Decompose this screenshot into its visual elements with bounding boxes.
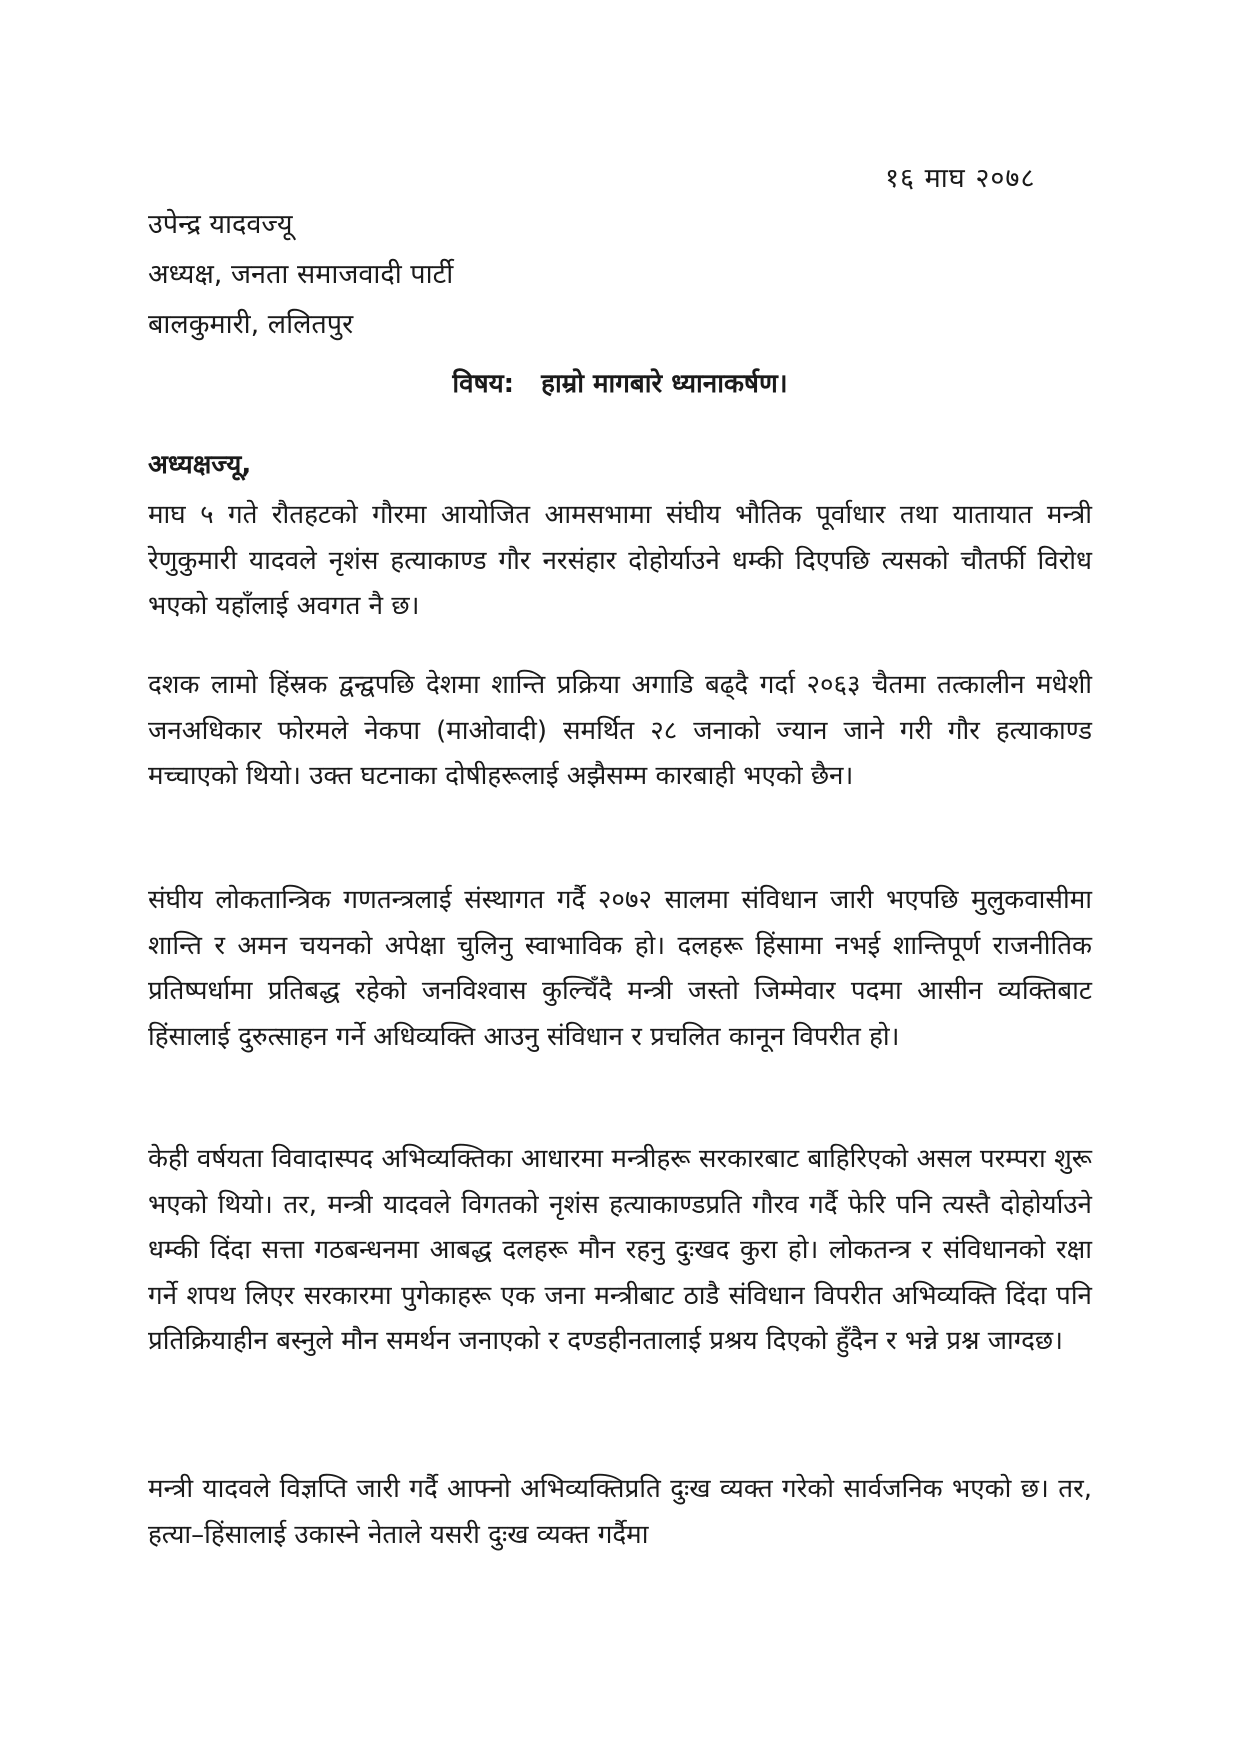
body-paragraph [148,878,1092,1060]
body-paragraph [148,1467,1092,1558]
recipient-name: उपेन्द्र यादवज्यू [148,209,293,240]
paragraph-text: संघीय लोकतान्त्रिक गणतन्त्रलाई संस्थागत गर्दै २०७२ सालमा संविधान जारी भएपछि मुलुकवासीमा शान्ति र अमन चयनको अपेक्षा चुलिनु स्वाभाविक हो। दलहरू हिंसामा नभई शान्तिपूर्ण राजनीतिक प्रतिष्पर्धामा प्रतिबद्ध रहेको जनविश्वास कुल्चिँदै मन्त्री जस्तो जिम्मेवार पदमा आसीन व्यक्तिबाट हिंसालाई दुरुत्साहन गर्ने अधिव्यक्ति आउनु संविधान र प्रचलित कानून विपरीत हो। [148,885,1092,1052]
letter-date: १६ माघ २०७८ [885,163,1036,194]
recipient-designation: अध्यक्ष, जनता समाजवादी पार्टी [148,259,454,290]
recipient-address: बालकुमारी, ललितपुर [148,309,354,340]
subject-line [0,364,1240,400]
body-paragraph [148,663,1092,800]
paragraph-text: मन्त्री यादवले विज्ञप्ति जारी गर्दै आफ्नो अभिव्यक्तिप्रति दुःख व्यक्त गरेको सार्वजनिक भएको छ। तर, हत्या–हिंसालाई उकास्ने नेताले यसरी दुःख व्यक्त गर्दैमा [148,1474,1092,1550]
paragraph-text: केही वर्षयता विवादास्पद अभिव्यक्तिका आधारमा मन्त्रीहरू सरकारबाट बाहिरिएको असल परम्परा शुरू भएको थियो। तर, मन्त्री यादवले विगतको नृशंस हत्याकाण्डप्रति गौरव गर्दै फेरि पनि त्यस्तै दोहोर्याउने धम्की दिंदा सत्ता गठबन्धनमा आबद्ध दलहरू मौन रहनु दुःखद कुरा हो। लोकतन्त्र र संविधानको रक्षा गर्ने शपथ लिएर सरकारमा पुगेकाहरू एक जना मन्त्रीबाट ठाडै संविधान विपरीत अभिव्यक्ति दिंदा पनि प्रतिक्रियाहीन बस्नुले मौन समर्थन जनाएको र दण्डहीनतालाई प्रश्रय दिएको हुँदैन र भन्ने प्रश्न जाग्दछ। [148,1144,1092,1356]
paragraph-text: दशक लामो हिंस्रक द्वन्द्वपछि देशमा शान्ति प्रक्रिया अगाडि बढ्दै गर्दा २०६३ चैतमा तत्कालीन मधेशी जनअधिकार फोरमले नेकपा (माओवादी) समर्थित २८ जनाको ज्यान जाने गरी गौर हत्याकाण्ड मच्चाएको थियो। उक्त घटनाका दोषीहरूलाई अझैसम्म कारबाही भएको छैन। [148,670,1092,791]
body-paragraph [148,493,1092,630]
body-paragraph [148,1137,1092,1365]
paragraph-text: माघ ५ गते रौतहटको गौरमा आयोजित आमसभामा संघीय भौतिक पूर्वाधार तथा यातायात मन्त्री रेणुकुमारी यादवले नृशंस हत्याकाण्ड गौर नरसंहार दोहोर्याउने धम्की दिएपछि त्यसको चौतर्फी विरोध भएको यहाँलाई अवगत नै छ। [148,500,1092,621]
subject-label: विषय: [452,369,515,399]
salutation: अध्यक्षज्यू, [148,450,252,480]
subject-text: हाम्रो मागबारे ध्यानाकर्षण। [541,369,788,399]
recipient-address-block [148,200,453,350]
